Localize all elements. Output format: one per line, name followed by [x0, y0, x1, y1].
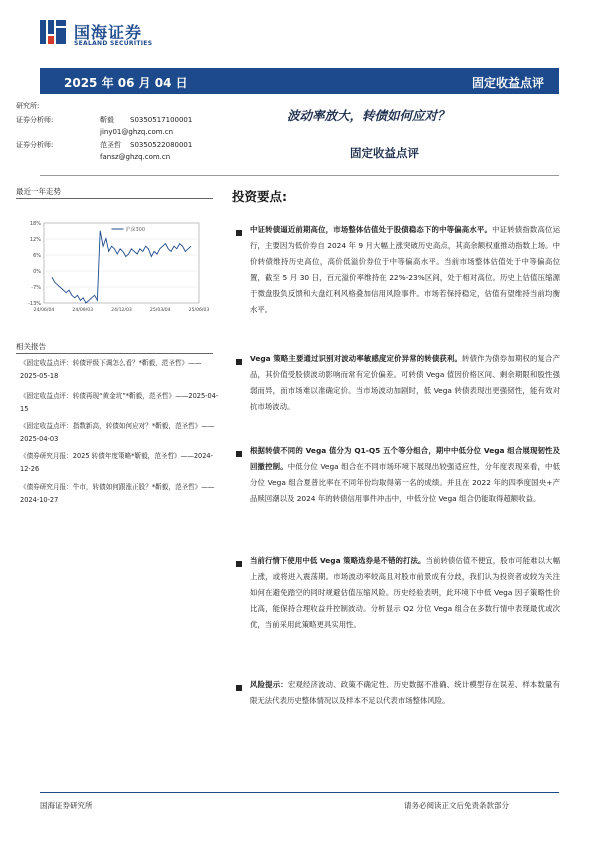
footer-divider	[40, 792, 559, 793]
chart-y-tick-label: -7%	[31, 285, 41, 291]
related-report-item[interactable]: 《债券研究月报：2025 转债年度策略*靳毅，范圣哲》——2024-12-26	[20, 452, 213, 473]
analyst-name: 范圣哲	[100, 141, 121, 149]
key-point-text: 当前转债估值不便宜，股市可能难以大幅上涨，或将进入震荡期。市场波动率较高且对股市前景成有分歧，我们认为投资者或较为关注如何在避免踏空的同时规避估值压缩风险。历史经验表明，此环境下中低 Vega 因子策略性价比高，能保持合理收益并控制波动。分析显示 Q2 分位 Vega 组合在多数行情中表现最优或次优，当前采用此策略更具实用性。	[250, 556, 560, 629]
chart-y-tick-label: 18%	[29, 221, 41, 227]
logo-text-cn: 国海证券	[74, 23, 143, 42]
key-point-text: 转债作为债券加期权的复合产品，其价值受股债波动影响而常有定价偏差。可转债 Vega 值因价格区间、剩余期限和股性强弱而异，而市场难以准确定价。当市场波动加剧时，低 Vega 转债表现出更强韧性，能有效对抗市场波动。	[250, 354, 560, 411]
chart-legend-label: 沪深300	[125, 227, 146, 233]
key-point-lead: Vega 策略主要通过识别对波动率敏感度定价异常的转债获利。	[250, 354, 463, 363]
divider	[40, 175, 559, 176]
analyst-role: 证券分析师:	[16, 141, 54, 149]
key-point-text: 宏观经济波动、政策不确定性、历史数据不准确、统计模型存在误差、样本数量有限无法代表历史整体情况以及样本不足以代表市场整体风险。	[250, 680, 560, 705]
bullet-icon	[236, 561, 242, 567]
report-date: 2025 年 06 月 04 日	[64, 76, 188, 90]
chart-series-line	[52, 231, 191, 303]
key-point-lead: 根据转债不同的 Vega 值分为 Q1-Q5 五个等分组合，期中中低分位 Vega 组合展现韧性及回撤控制。	[250, 446, 560, 471]
key-point-4	[250, 553, 560, 633]
divider	[16, 198, 213, 199]
related-report-item[interactable]: 《固定收益点评：指数新高，转债如何应对？*靳毅，范圣哲》——2025-04-03	[20, 422, 215, 443]
sealand-logo-icon	[40, 18, 68, 46]
chart-y-tick-label: 12%	[29, 237, 41, 243]
chart-y-tick-label: 0%	[33, 269, 41, 275]
report-type: 固定收益点评	[472, 76, 545, 90]
bullet-icon	[236, 685, 242, 691]
bullet-icon	[236, 451, 242, 457]
chart-x-tick-label: 24/09/03	[72, 308, 94, 313]
chart-x-tick-label: 24/06/04	[33, 308, 55, 313]
analyst-cert: S0350517100001	[130, 116, 193, 124]
chart-x-tick-label: 25/06/03	[188, 308, 210, 313]
key-points-heading: 投资要点:	[232, 189, 287, 204]
divider	[16, 353, 213, 354]
chart-x-tick-label: 24/12/03	[111, 308, 132, 313]
key-point-text: 中证转债指数高位运行，主要因为低价券自 2024 年 9 月大幅上涨突破历史高点，其高余额权重推动指数上场。中价转债维持历史高位，高价低溢价券位于中等偏高水平。当前市场整体估值处于中等偏高位置，截至 5 月 30 日，百元溢价率维持在 22%-23%区间，处于相对高位。历史上估值压缩源于微盘股负反馈和大盘红利风格叠加信用风险事件。市场若保持稳定，估值有望维持当前均衡水平。	[250, 225, 560, 314]
related-report-item[interactable]: 《固定收益点评：转债再现“黄金坑”*靳毅，范圣哲》——2025-04-15	[20, 392, 219, 413]
key-point-lead: 风险提示：	[250, 680, 288, 689]
footer-right: 请务必阅读正文后免责条款部分	[404, 801, 509, 810]
related-report-item[interactable]: 《固定收益点评：转债评级下调怎么看？*靳毅，范圣哲》——2025-05-18	[20, 359, 202, 380]
bullet-icon	[236, 230, 242, 236]
key-point-1	[250, 222, 560, 318]
related-report-item[interactable]: 《债券研究月报：牛市，转债如何跟涨正股？*靳毅，范圣哲》——2024-10-27	[20, 483, 215, 504]
analyst-email[interactable]: fansz@ghzq.com.cn	[100, 153, 171, 161]
chart-frame	[44, 223, 199, 303]
key-point-3	[250, 443, 560, 507]
related-label: 相关报告	[16, 342, 46, 351]
trend-label: 最近一年走势	[16, 187, 61, 196]
report-title: 波动率放大，转债如何应对？	[287, 108, 450, 123]
trend-chart	[20, 215, 210, 325]
analyst-email[interactable]: jiny01@ghzq.com.cn	[100, 128, 174, 136]
chart-x-tick-label: 25/03/04	[149, 308, 171, 313]
key-point-text: 中低分位 Vega 组合在不同市场环境下展现出较强适应性，分年度表现来看，中低分位 Vega 组合夏普比率在不同年份均取得第一名的成绩。并且在 2022 年的四季度国央+产品赎回潮以及 2024 年的转债信用事件冲击中，中低分位 Vega 组合仍能取得超额收益。	[250, 462, 560, 503]
analyst-role: 证券分析师:	[16, 116, 54, 124]
research-institute-label: 研究所:	[16, 102, 40, 110]
key-point-lead: 当前行情下使用中低 Vega 策略选券是不错的打法。	[250, 556, 426, 565]
key-point-risk	[250, 677, 560, 709]
bullet-icon	[236, 359, 242, 365]
chart-y-tick-label: -13%	[28, 301, 41, 307]
key-point-2	[250, 351, 560, 415]
chart-y-tick-label: 6%	[33, 253, 41, 259]
analyst-cert: S0350522080001	[130, 141, 193, 149]
footer-left: 国海证券研究所	[40, 801, 93, 810]
key-point-lead: 中证转债逼近前期高位，市场整体估值处于股债稳态下的中等偏高水平。	[250, 225, 493, 234]
logo-text-en: SEALAND SECURITIES	[74, 40, 153, 47]
report-subtitle: 固定收益点评	[350, 146, 419, 160]
analyst-name: 靳毅	[100, 116, 114, 124]
